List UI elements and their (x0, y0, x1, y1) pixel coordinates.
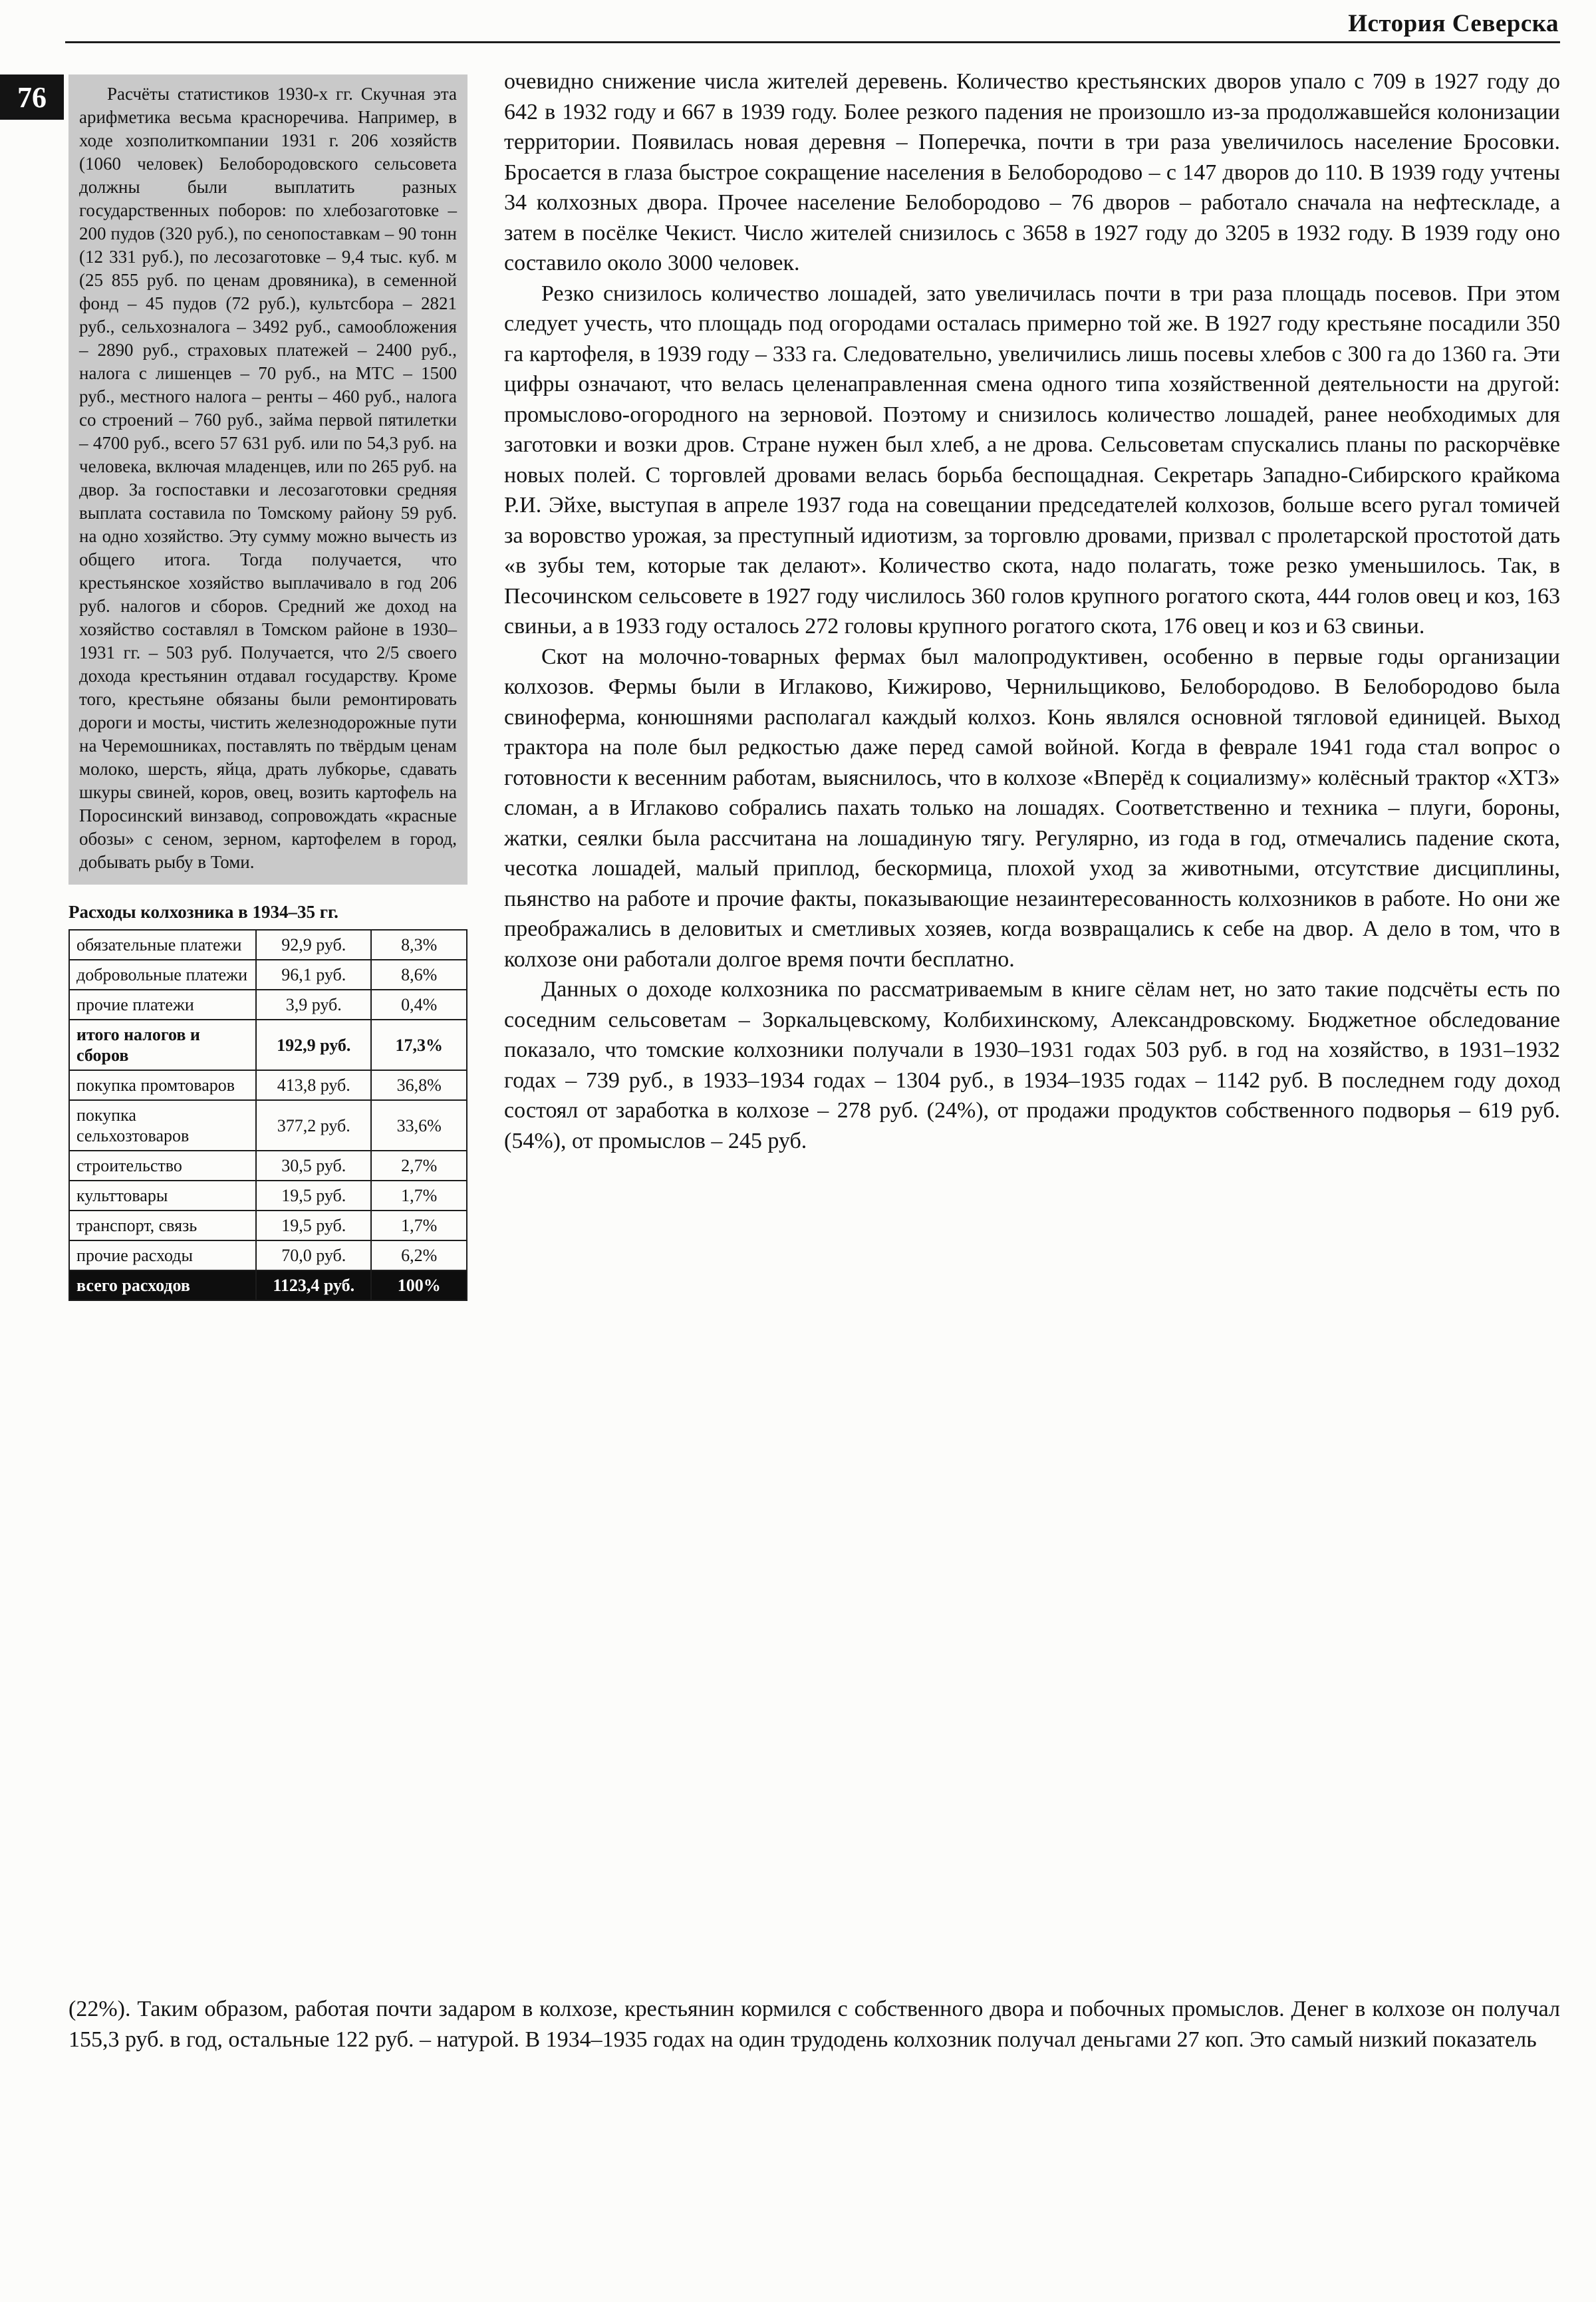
main-text-column (504, 67, 1560, 1156)
footer-paragraph: (22%). Таким образом, работая почти задаром в колхозе, крестьянин кормился с собственного двора и побочных промыслов. Денег в колхозе он получал 155,3 руб. в год, остальные 122 руб. – натурой. В 1934–1935 годах на один трудодень колхозник получал деньгами 27 коп. Это самый низкий показатель (68, 1997, 1560, 2052)
expense-percent: 100% (371, 1270, 467, 1300)
expense-label: прочие платежи (69, 990, 256, 1020)
expense-label: покупка сельхозтоваров (69, 1100, 256, 1151)
expense-label: строительство (69, 1151, 256, 1181)
expense-label: покупка промтоваров (69, 1070, 256, 1100)
expense-value: 19,5 руб. (256, 1181, 371, 1211)
expense-value: 70,0 руб. (256, 1240, 371, 1270)
expense-label: транспорт, связь (69, 1211, 256, 1240)
expense-label: добровольные платежи (69, 960, 256, 990)
footer-paragraph-block (68, 1994, 1560, 2055)
header-rule (65, 41, 1560, 43)
table-row (69, 960, 467, 990)
table-row (69, 1100, 467, 1151)
sidebar-note (68, 74, 467, 885)
expense-value: 30,5 руб. (256, 1151, 371, 1181)
expense-percent: 1,7% (371, 1181, 467, 1211)
left-column (68, 74, 467, 1301)
expense-percent: 8,3% (371, 930, 467, 960)
expense-value: 96,1 руб. (256, 960, 371, 990)
expense-percent: 2,7% (371, 1151, 467, 1181)
expense-percent: 0,4% (371, 990, 467, 1020)
expense-label: всего расходов (69, 1270, 256, 1300)
expenses-table-title: Расходы колхозника в 1934–35 гг. (68, 902, 338, 922)
table-row (69, 1211, 467, 1240)
expense-value: 3,9 руб. (256, 990, 371, 1020)
expense-percent: 33,6% (371, 1100, 467, 1151)
table-row (69, 1151, 467, 1181)
expenses-table (68, 929, 467, 1301)
expense-percent: 17,3% (371, 1020, 467, 1070)
expense-value: 192,9 руб. (256, 1020, 371, 1070)
sidebar-note-text: Расчёты статистиков 1930-х гг. Скучная эта арифметика весьма красноречива. Например, в ходе хозполиткомпании 1931 г. 206 хозяйств (1060 человек) Белобородовского сельсовета должны были выплатить разных государственных поборов: по хлебозаготовке – 200 пудов (320 руб.), по сенопоставкам – 90 тонн (12 331 руб.), по лесозаготовке – 9,4 тыс. куб. м (25 855 руб. по ценам дровяника), в семенной фонд – 45 пудов (72 руб.), культсбора – 2821 руб., сельхозналога – 3492 руб., самообложения – 2890 руб., страховых платежей – 2400 руб., налога с лишенцев – 70 руб., на МТС – 1500 руб., местного налога – ренты – 460 руб., налога со строений – 760 руб., займа первой пятилетки – 4700 руб., всего 57 631 руб. или по 54,3 руб. на человека, включая младенцев, или по 265 руб. на двор. За госпоставки и лесозаготовки средняя выплата составила по Томскому району 59 руб. на одно хозяйство. Эту сумму можно вычесть из общего итога. Тогда получается, что крестьянское хозяйство выплачивало в год 206 руб. налогов и сборов. Средний же доход на хозяйство составлял в Томском районе в 1930–1931 гг. – 503 руб. Получается, что 2/5 своего дохода крестьянин отдавал государству. Кроме того, крестьяне обязаны были ремонтировать дороги и мосты, чистить железнодорожные пути на Черемошниках, поставлять по твёрдым ценам молоко, шерсть, яйца, драть лубкорье, сдавать шкуры свиней, коров, овец, возить картофель на Поросинский винзавод, сопровождать «красные обозы» с сеном, зерном, картофелем в город, добывать рыбу в Томи. (79, 84, 457, 872)
page-header-title: История Северска (1348, 10, 1559, 37)
expense-label: прочие расходы (69, 1240, 256, 1270)
expense-percent: 6,2% (371, 1240, 467, 1270)
table-row (69, 990, 467, 1020)
table-row (69, 1070, 467, 1100)
table-row (69, 1270, 467, 1300)
expense-value: 1123,4 руб. (256, 1270, 371, 1300)
paragraph: очевидно снижение числа жителей деревень. Количество крестьянских дворов упало с 709 в 1927 году до 642 в 1932 году и 667 в 1939 году. Более резкого падения не произошло из-за продолжавшейся колонизации территории. Появилась новая деревня – Поперечка, почти в три раза увеличилось население Бросовки. Бросается в глаза быстрое сокращение населения в Белобородово – с 147 дворов до 110. В 1939 году учтены 34 колхозных двора. Прочее население Белобородово – 76 дворов – работало сначала на нефтескладе, а затем в посёлке Чекист. Число жителей снизилось с 3658 в 1927 году до 3205 в 1932 году. В 1939 году оно составило около 3000 человек. (504, 69, 1560, 275)
table-row (69, 1240, 467, 1270)
table-row (69, 1181, 467, 1211)
page-number-badge: 76 (0, 74, 64, 120)
expense-percent: 8,6% (371, 960, 467, 990)
expense-label: культтовары (69, 1181, 256, 1211)
expense-value: 19,5 руб. (256, 1211, 371, 1240)
paragraph: Скот на молочно-товарных фермах был малопродуктивен, особенно в первые годы организации колхозов. Фермы были в Иглаково, Кижирово, Чернильщиково, Белобородово. В Белобородово была свиноферма, конюшнями располагал каждый колхоз. Конь являлся основной тягловой единицей. Выход трактора на поле был редкостью даже перед самой войной. Когда в феврале 1941 года стал вопрос о готовности к весенним работам, выяснилось, что в колхозе «Вперёд к социализму» колёсный трактор «ХТЗ» сломан, а в Иглаково собрались пахать только на лошадях. Соответственно и техника – плуги, бороны, жатки, сеялки была рассчитана на лошадиную тягу. Регулярно, из года в год, отмечались падение скота, чесотка лошадей, малый приплод, бескормица, плохой уход за животными, отсутствие дисциплины, пьянство на работе и прочие факты, показывающие незаинтересованность колхозников в работе. Но они же преображались в деловитых и сметливых хозяев, когда возвращались к себе на двор. А дело в том, что в колхозе они работали долгое время почти бесплатно. (504, 644, 1560, 972)
expense-label: обязательные платежи (69, 930, 256, 960)
table-row (69, 1020, 467, 1070)
paragraph: Данных о доходе колхозника по рассматриваемым в книге сёлам нет, но зато такие подсчёты есть по соседним сельсоветам – Зоркальцевскому, Колбихинскому, Александровскому. Бюджетное обследование показало, что томские колхозники получали в 1930–1931 годах 503 руб. в год на хозяйство, в 1931–1932 годах – 739 руб., в 1933–1934 годах – 1304 руб., в 1934–1935 годах – 1142 руб. В последнем году доход состоял от заработка в колхозе – 278 руб. (24%), от продажи продуктов собственного подворья – 619 руб. (54%), от промыслов – 245 руб. (504, 977, 1560, 1153)
expense-percent: 36,8% (371, 1070, 467, 1100)
expense-percent: 1,7% (371, 1211, 467, 1240)
expense-value: 413,8 руб. (256, 1070, 371, 1100)
expense-label: итого налогов и сборов (69, 1020, 256, 1070)
expense-value: 92,9 руб. (256, 930, 371, 960)
expenses-table-body (69, 930, 467, 1300)
paragraph: Резко снизилось количество лошадей, зато увеличилась почти в три раза площадь посевов. При этом следует учесть, что площадь под огородами осталась примерно той же. В 1927 году крестьяне посадили 350 га картофеля, в 1939 году – 333 га. Следовательно, увеличились лишь посевы хлебов с 300 га до 1360 га. Эти цифры означают, что велась целенаправленная смена одного типа хозяйственной деятельности на другой: промыслово-огородного на зерновой. Поэтому и снизилось количество лошадей, ранее необходимых для заготовки и возки дров. Стране нужен был хлеб, а не дрова. Сельсоветам спускались планы по раскорчёвке новых полей. С торговлей дровами велась борьба беспощадная. Секретарь Западно-Сибирского крайкома Р.И. Эйхе, выступая в апреле 1937 года на совещании председателей колхозов, больше всего ругал томичей за воровство урожая, за преступный идиотизм, за торговлю дровами, призвал с пролетарской простотой дать «в зубы тем, которые так делают». Количество скота, надо полагать, тоже резко уменьшилось. Так, в Песочинском сельсовете в 1927 году числилось 360 голов крупного рогатого скота, 444 голов овец и коз, 163 свиньи, а в 1933 году осталось 272 головы крупного рогатого скота, 176 овец и коз и 63 свиньи. (504, 281, 1560, 639)
table-row (69, 930, 467, 960)
expense-value: 377,2 руб. (256, 1100, 371, 1151)
